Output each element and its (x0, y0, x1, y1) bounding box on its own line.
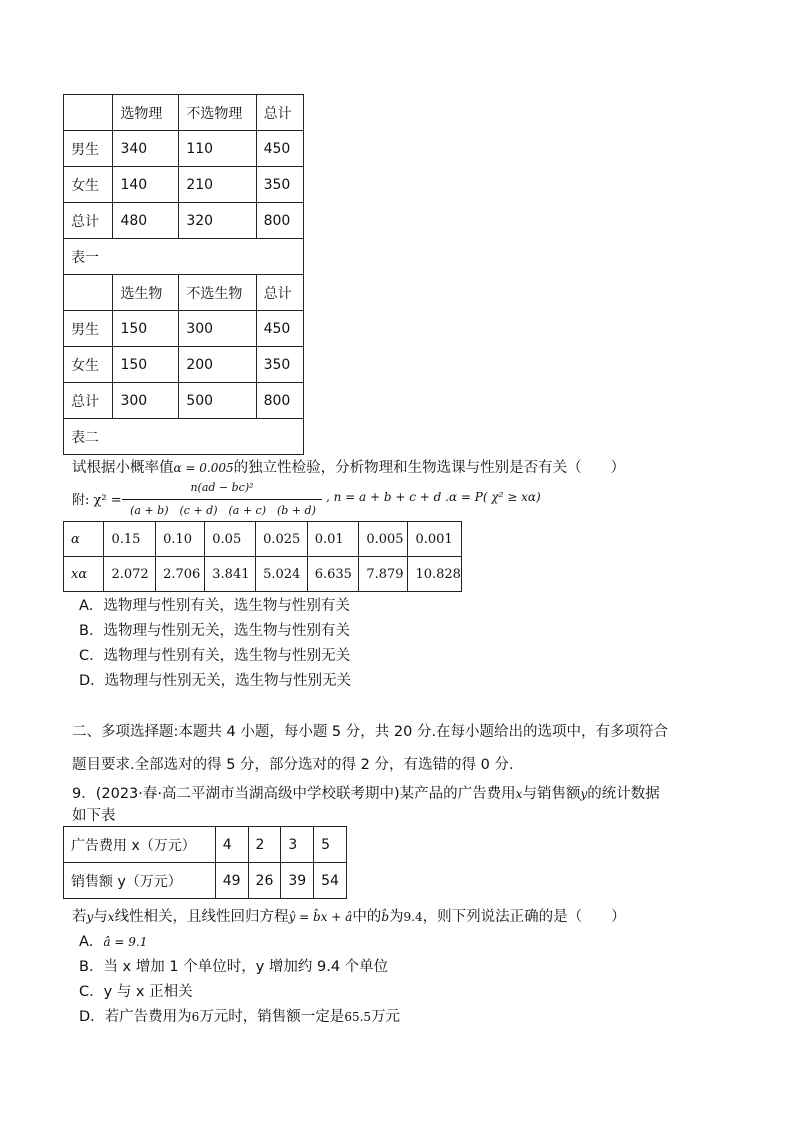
table-cell: 450 (256, 311, 303, 347)
option-text: D．若广告费用为 (79, 1009, 192, 1025)
table-row (64, 383, 304, 419)
table-cell: 男生 (64, 311, 113, 347)
option-a: A．选物理与性别有关，选生物与性别有关 (79, 598, 350, 614)
table-cell: 3.841 (205, 557, 256, 592)
question-stem-cont: 如下表 (72, 808, 116, 824)
stem-text: 与 (93, 909, 108, 925)
table-cell (64, 275, 113, 311)
table-cell: 4 (215, 827, 248, 863)
formula-prefix: 附: χ² = (72, 493, 122, 508)
formula-denominator: (a + b) (c + d) (a + c) (b + d) (130, 504, 316, 517)
section-heading: 二、多项选择题:本题共 4 小题，每小题 5 分，共 20 分.在每小题给出的选项中，有多项符合 (72, 724, 669, 740)
stem-text: 为 (389, 909, 404, 925)
stem-text-tail: 的独立性检验，分析物理和生物选课与性别是否有关（ ） (233, 460, 626, 476)
table-cell: 150 (113, 311, 179, 347)
table-cell: 总计 (256, 95, 303, 131)
formula-suffix: , n = a + b + c + d .α = P( χ² ≥ xα) (326, 490, 541, 504)
table-cell: 2.706 (156, 557, 205, 592)
table-cell: 26 (248, 863, 281, 899)
stem-text: 中的 (352, 909, 382, 925)
option-number: 65.5 (344, 1010, 372, 1024)
option-text: 万元 (371, 1009, 401, 1025)
table-cell: 150 (113, 347, 179, 383)
table-row (64, 863, 347, 899)
stem-text: 试根据小概率值 (72, 460, 174, 476)
table-row (64, 203, 304, 239)
stem-text: 线性相关，且线性回归方程 (114, 909, 289, 925)
ad-sales-table (63, 826, 347, 899)
table-cell: 选物理 (113, 95, 179, 131)
table-caption-row (64, 239, 304, 275)
option-d (79, 1005, 400, 1026)
var-y: y (580, 787, 588, 801)
table-cell: α (64, 522, 104, 557)
table-row (64, 522, 462, 557)
table-cell: 不选生物 (179, 275, 256, 311)
table-cell: 女生 (64, 347, 113, 383)
table-cell: 480 (113, 203, 179, 239)
formula-numerator: n(ad − bc)² (190, 481, 254, 494)
table-cell: 300 (113, 383, 179, 419)
question-stem (72, 456, 625, 477)
table-caption: 表一 (64, 239, 304, 275)
table-cell: 200 (179, 347, 256, 383)
question-condition (72, 905, 626, 926)
table-cell: 0.15 (104, 522, 156, 557)
var-x: x (515, 787, 523, 801)
table-cell: 销售额 y（万元） (64, 863, 216, 899)
table-row (64, 131, 304, 167)
table-cell: 女生 (64, 167, 113, 203)
stem-text: ，则下列说法正确的是（ ） (422, 909, 626, 925)
option-text: 万元时，销售额一定是 (199, 1009, 345, 1025)
stem-text: 的统计数据 (587, 786, 660, 802)
table-cell: 49 (215, 863, 248, 899)
stem-text: 与销售额 (522, 786, 581, 802)
table-cell: 总计 (256, 275, 303, 311)
table-cell: 广告费用 x（万元） (64, 827, 216, 863)
table-cell (64, 95, 113, 131)
question-stem (72, 782, 660, 803)
b-hat: b̂ (381, 910, 389, 924)
table-cell: xα (64, 557, 104, 592)
b-value: 9.4 (403, 910, 423, 924)
table-cell: 3 (281, 827, 314, 863)
stem-text: 若 (72, 909, 87, 925)
table-cell: 0.05 (205, 522, 256, 557)
table-cell: 2 (248, 827, 281, 863)
table-cell: 10.828 (408, 557, 462, 592)
table-cell: 54 (314, 863, 347, 899)
var-y: y (86, 910, 94, 924)
option-b: B．选物理与性别无关，选生物与性别有关 (79, 623, 350, 639)
option-a (79, 930, 147, 951)
option-b: B．当 x 增加 1 个单位时，y 增加约 9.4 个单位 (79, 959, 389, 975)
option-label: A． (79, 934, 104, 950)
table-cell: 140 (113, 167, 179, 203)
table-header-row (64, 275, 304, 311)
critical-value-table (63, 521, 462, 592)
table-cell: 5 (314, 827, 347, 863)
section-heading-cont: 题目要求.全部选对的得 5 分，部分选对的得 2 分，有选错的得 0 分. (72, 757, 514, 773)
table-caption-row (64, 419, 304, 455)
table-cell: 350 (256, 347, 303, 383)
contingency-table (63, 94, 304, 455)
table-row (64, 167, 304, 203)
var-x: x (107, 910, 115, 924)
option-c: C．y 与 x 正相关 (79, 984, 193, 1000)
table-cell: 选生物 (113, 275, 179, 311)
table-row (64, 311, 304, 347)
table-row (64, 827, 347, 863)
table-row (64, 557, 462, 592)
table-cell: 450 (256, 131, 303, 167)
table-header-row (64, 95, 304, 131)
alpha-expression: α = 0.005 (173, 461, 234, 475)
stem-text: 9．(2023·春·高二平湖市当湖高级中学校联考期中)某产品的广告费用 (72, 786, 516, 802)
table-cell: 6.635 (307, 557, 359, 592)
table-cell: 0.025 (256, 522, 308, 557)
table-caption: 表二 (64, 419, 304, 455)
table-cell: 350 (256, 167, 303, 203)
table-cell: 2.072 (104, 557, 156, 592)
option-c: C．选物理与性别有关，选生物与性别无关 (79, 648, 351, 664)
table-cell: 800 (256, 383, 303, 419)
table-cell: 男生 (64, 131, 113, 167)
table-cell: 320 (179, 203, 256, 239)
table-cell: 39 (281, 863, 314, 899)
regression-equation: ŷ = b̂x + â (288, 910, 353, 924)
table-cell: 210 (179, 167, 256, 203)
option-number: 6 (191, 1010, 200, 1024)
option-d: D．选物理与性别无关，选生物与性别无关 (79, 673, 352, 689)
table-cell: 0.01 (307, 522, 359, 557)
table-cell: 500 (179, 383, 256, 419)
table-cell: 0.005 (359, 522, 408, 557)
table-cell: 5.024 (256, 557, 308, 592)
table-cell: 300 (179, 311, 256, 347)
table-cell: 800 (256, 203, 303, 239)
table-cell: 7.879 (359, 557, 408, 592)
table-row (64, 347, 304, 383)
table-cell: 340 (113, 131, 179, 167)
table-cell: 总计 (64, 383, 113, 419)
table-cell: 0.001 (408, 522, 462, 557)
table-cell: 总计 (64, 203, 113, 239)
table-cell: 不选物理 (179, 95, 256, 131)
fraction-bar (122, 499, 322, 500)
table-cell: 0.10 (156, 522, 205, 557)
table-cell: 110 (179, 131, 256, 167)
option-math: â = 9.1 (103, 935, 148, 949)
